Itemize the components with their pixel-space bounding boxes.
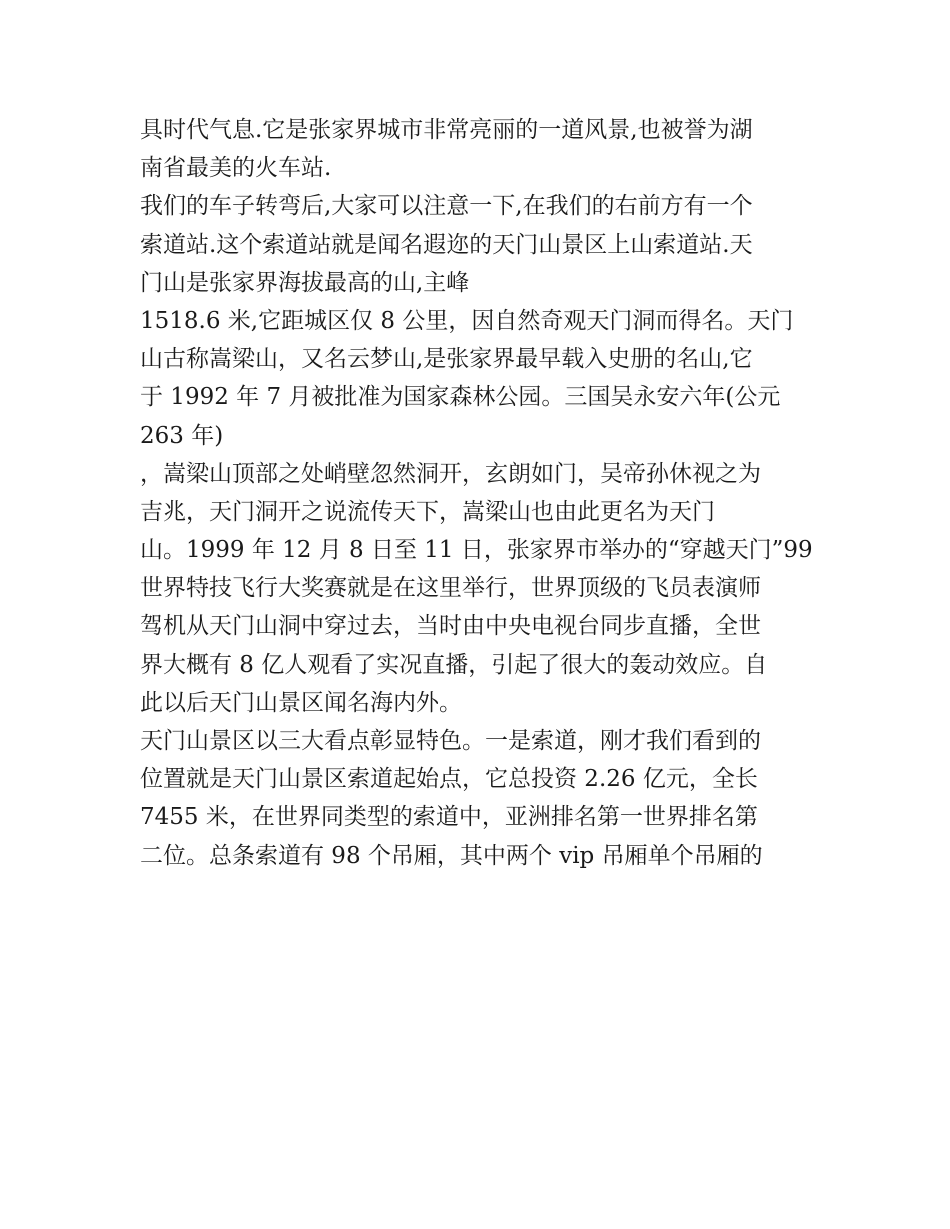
text-line: 7455 米，在世界同类型的索道中，亚洲排名第一世界排名第 [140, 804, 758, 831]
text-line: 具时代气息.它是张家界城市非常亮丽的一道风景,也被誉为湖 [140, 117, 753, 143]
text-line: 界大概有 8 亿人观看了实况直播，引起了很大的轰动效应。自 [140, 651, 768, 678]
text-line: 263 年) [140, 422, 224, 449]
text-line: 驾机从天门山洞中穿过去，当时由中央电视台同步直播，全世 [140, 613, 761, 640]
text-line: 二位。总条索道有 98 个吊厢，其中两个 vip 吊厢单个吊厢的 [140, 842, 763, 869]
text-line: 位置就是天门山景区索道起始点，它总投资 2.26 亿元，全长 [140, 766, 758, 793]
text-line: 门山是张家界海拔最高的山,主峰 [140, 269, 470, 296]
text-line: 南省最美的火车站. [140, 155, 332, 182]
text-line: 1518.6 米,它距城区仅 8 公里，因自然奇观天门洞而得名。天门 [140, 307, 794, 334]
text-line: 山。1999 年 12 月 8 日至 11 日，张家界市举办的“穿越天门”99 [140, 537, 813, 564]
text-line: 山古称嵩梁山，又名云梦山,是张家界最早载入史册的名山,它 [140, 346, 753, 373]
text-line: 索道站.这个索道站就是闻名遐迩的天门山景区上山索道站.天 [140, 231, 753, 258]
text-line: 我们的车子转弯后,大家可以注意一下,在我们的右前方有一个 [140, 193, 753, 220]
text-line: 此以后天门山景区闻名海内外。 [140, 689, 462, 716]
text-line: 于 1992 年 7 月被批准为国家森林公园。三国吴永安六年(公元 [140, 384, 781, 411]
body-text [140, 111, 820, 875]
text-line: 吉兆，天门洞开之说流传天下，嵩梁山也由此更名为天门 [140, 498, 715, 525]
text-line: 天门山景区以三大看点彰显特色。一是索道，刚才我们看到的 [140, 728, 761, 754]
text-line: 世界特技飞行大奖赛就是在这里举行，世界顶级的飞员表演师 [140, 575, 761, 602]
text-line: ，嵩梁山顶部之处峭壁忽然洞开，玄朗如门，吴帝孙休视之为 [140, 460, 761, 487]
